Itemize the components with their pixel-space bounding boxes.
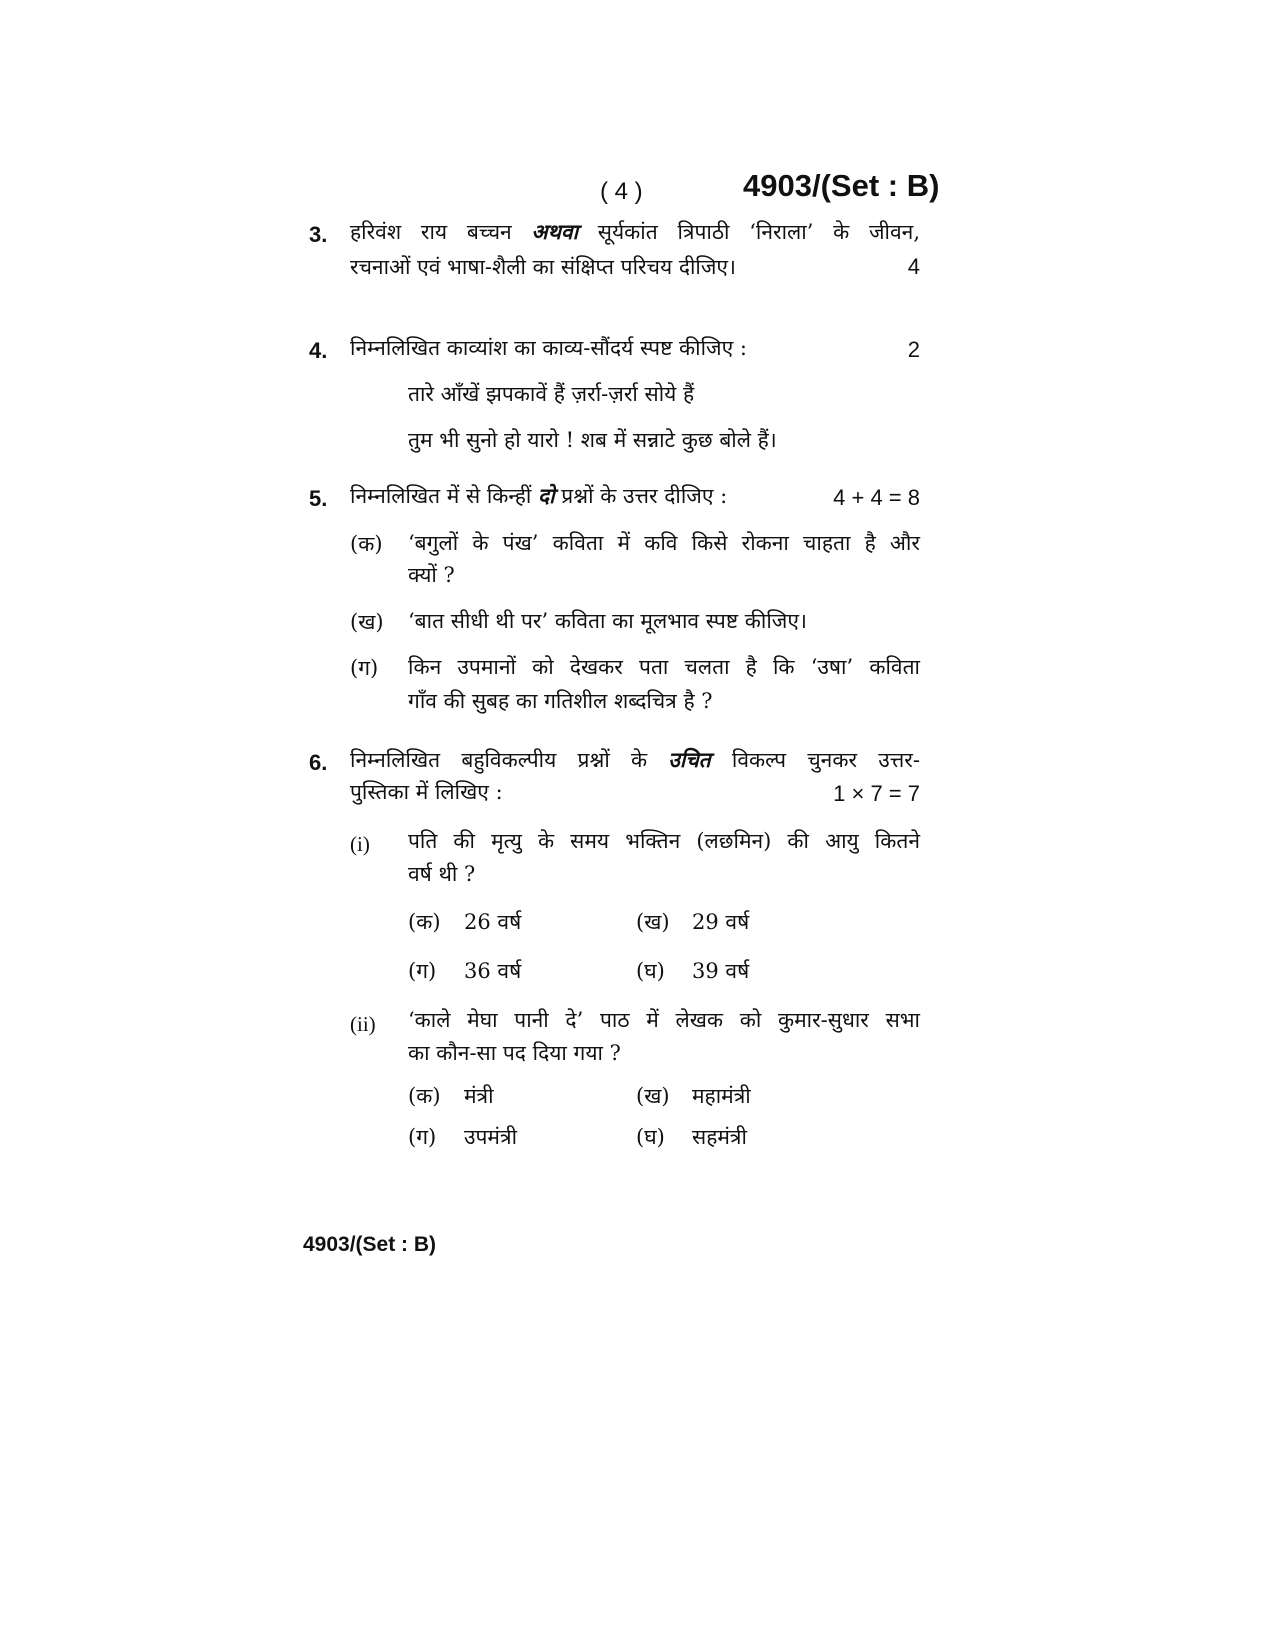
question-text-line bbox=[350, 744, 920, 776]
subquestion-text-line: का कौन-सा पद दिया गया ? bbox=[408, 1041, 621, 1065]
paper-code-footer: 4903/(Set : B) bbox=[303, 1233, 437, 1256]
marks: 4 + 4 = 8 bbox=[833, 485, 920, 510]
subquestion-label: (i) bbox=[350, 832, 370, 856]
subquestion-text-line: पति की मृत्यु के समय भक्तिन (लछमिन) की आयु कितने bbox=[408, 829, 920, 853]
option-label: (ग) bbox=[408, 1125, 437, 1149]
option-text: 26 वर्ष bbox=[464, 910, 522, 934]
option-text: महामंत्री bbox=[692, 1084, 751, 1108]
option-text: 39 वर्ष bbox=[692, 959, 750, 983]
item-label: (ख) bbox=[350, 610, 384, 634]
question-number: 5. bbox=[309, 486, 328, 511]
item-text-line: क्यों ? bbox=[408, 563, 455, 587]
verse-line: तारे आँखें झपकावें हैं ज़र्रा-ज़र्रा सोये हैं bbox=[408, 382, 695, 406]
marks: 2 bbox=[907, 337, 920, 362]
option-label: (घ) bbox=[636, 1125, 665, 1149]
paper-code-header: 4903/(Set : B) bbox=[743, 168, 940, 203]
option-text: मंत्री bbox=[464, 1084, 494, 1108]
text-span: सूर्यकांत त्रिपाठी ‘निराला’ के जीवन, bbox=[597, 220, 920, 244]
question-text-line: रचनाओं एवं भाषा-शैली का संक्षिप्त परिचय दीजिए। bbox=[350, 255, 737, 279]
option-text: सहमंत्री bbox=[692, 1125, 747, 1149]
text-span: निम्नलिखित में से किन्हीं bbox=[350, 484, 532, 508]
emphasis-text: उचित bbox=[668, 747, 711, 772]
option-label: (ख) bbox=[636, 910, 670, 934]
question-text-line bbox=[350, 216, 920, 248]
marks: 1 × 7 = 7 bbox=[833, 781, 920, 806]
option-label: (घ) bbox=[636, 959, 665, 983]
text-span: निम्नलिखित बहुविकल्पीय प्रश्नों के bbox=[350, 748, 648, 772]
question-number: 4. bbox=[309, 338, 328, 363]
verse-line: तुम भी सुनो हो यारो ! शब में सन्नाटे कुछ बोले हैं। bbox=[408, 428, 777, 452]
question-text-line bbox=[350, 480, 727, 512]
subquestion-label: (ii) bbox=[350, 1012, 376, 1036]
text-span: विकल्प चुनकर उत्तर- bbox=[731, 748, 920, 772]
subquestion-text-line: वर्ष थी ? bbox=[408, 862, 476, 886]
item-text-line: ‘बात सीधी थी पर’ कविता का मूलभाव स्पष्ट कीजिए। bbox=[408, 609, 807, 633]
option-text: 29 वर्ष bbox=[692, 910, 750, 934]
option-label: (ग) bbox=[408, 959, 437, 983]
option-label: (क) bbox=[408, 910, 441, 934]
text-span: हरिवंश राय बच्चन bbox=[350, 220, 512, 244]
option-label: (क) bbox=[408, 1084, 441, 1108]
question-text-line: निम्नलिखित काव्यांश का काव्य-सौंदर्य स्पष्ट कीजिए : bbox=[350, 336, 747, 360]
item-text-line: ‘बगुलों के पंख’ कविता में कवि किसे रोकना चाहता है और bbox=[408, 531, 920, 555]
item-label: (ग) bbox=[350, 656, 379, 680]
question-number: 3. bbox=[309, 222, 328, 247]
subquestion-text-line: ‘काले मेघा पानी दे’ पाठ में लेखक को कुमार-सुधार सभा bbox=[408, 1008, 920, 1032]
item-text-line: किन उपमानों को देखकर पता चलता है कि ‘उषा’ कविता bbox=[408, 655, 920, 679]
item-label: (क) bbox=[350, 532, 383, 556]
emphasis-text: अथवा bbox=[531, 219, 579, 244]
option-text: उपमंत्री bbox=[464, 1125, 518, 1149]
question-number: 6. bbox=[309, 750, 328, 775]
question-text-line: पुस्तिका में लिखिए : bbox=[350, 780, 503, 804]
option-label: (ख) bbox=[636, 1084, 670, 1108]
emphasis-text: दो bbox=[538, 483, 555, 508]
item-text-line: गाँव की सुबह का गतिशील शब्दचित्र है ? bbox=[408, 689, 713, 713]
page-number: ( 4 ) bbox=[600, 178, 643, 205]
marks: 4 bbox=[907, 254, 920, 279]
text-span: प्रश्नों के उत्तर दीजिए : bbox=[561, 484, 728, 508]
option-text: 36 वर्ष bbox=[464, 959, 522, 983]
